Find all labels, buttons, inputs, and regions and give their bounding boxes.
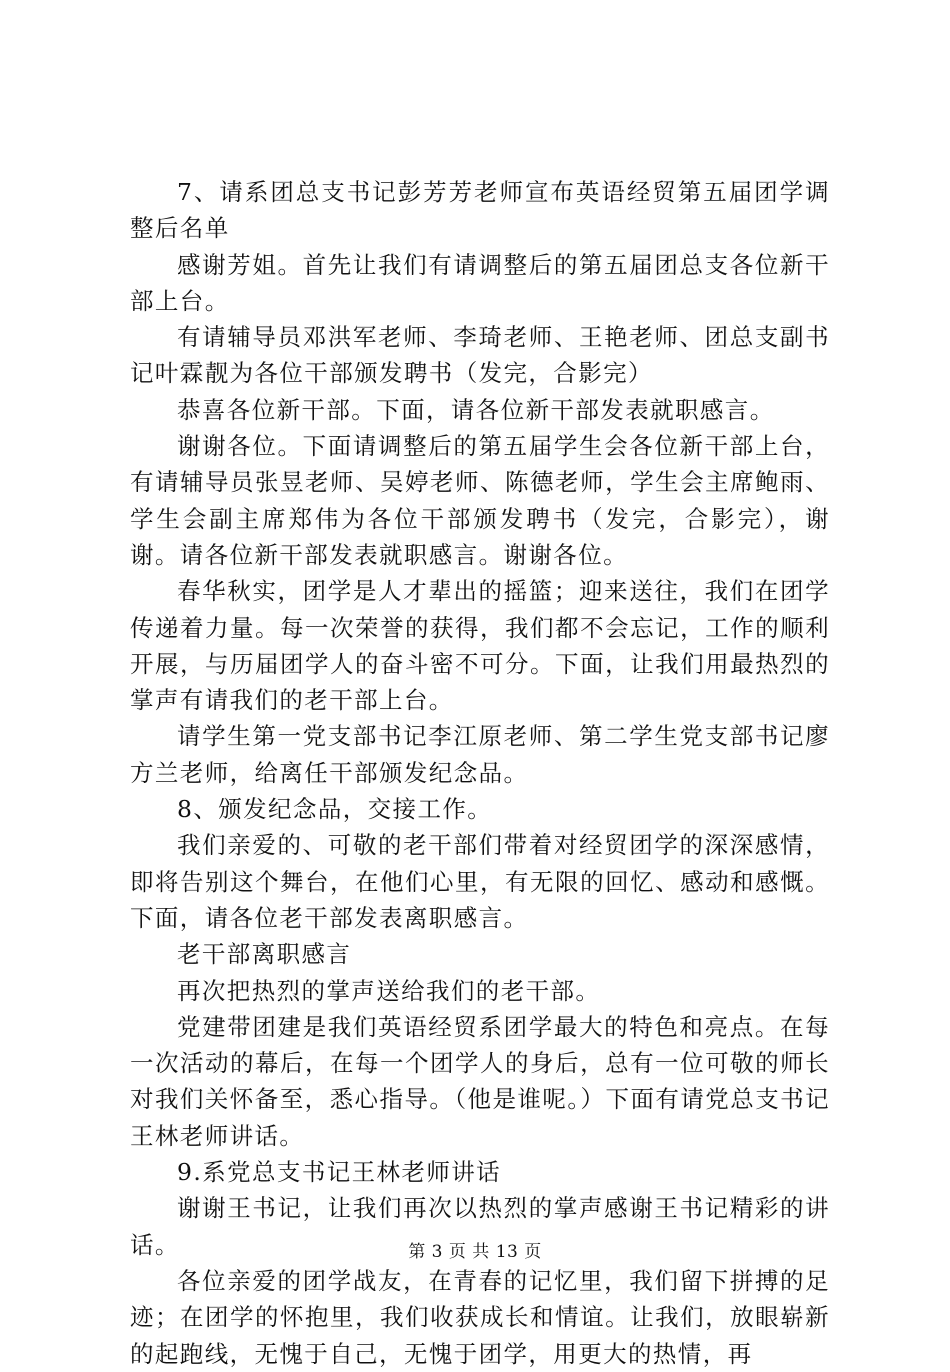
paragraph-farewell: 我们亲爱的、可敬的老干部们带着对经贸团学的深深感情，即将告别这个舞台，在他们心里，有无限的回忆、感动和感慨。下面，请各位老干部发表离职感言。 xyxy=(130,831,830,932)
page-number: 第 3 页 共 13 页 xyxy=(408,1242,542,1262)
paragraph-applause: 再次把热烈的掌声送给我们的老干部。 xyxy=(177,976,601,1005)
paragraph-item-8: 8、颁发纪念品，交接工作。 xyxy=(177,795,493,824)
paragraph-farewell-speech: 老干部离职感言 xyxy=(177,940,352,969)
paragraph-closing: 各位亲爱的团学战友，在青春的记忆里，我们留下拼搏的足迹；在团学的怀抱里，我们收获成长和情谊。让我们，放眼崭新的起跑线，无愧于自己，无愧于团学，用更大的热情，再 xyxy=(130,1266,830,1368)
paragraph-thanks-fang: 感谢芳姐。首先让我们有请调整后的第五届团总支各位新干部上台。 xyxy=(130,250,830,315)
paragraph-invite-counselors: 有请辅导员邓洪军老师、李琦老师、王艳老师、团总支副书记叶霖靓为各位干部颁发聘书（发完，合影完） xyxy=(130,323,830,388)
paragraph-congratulate: 恭喜各位新干部。下面，请各位新干部发表就职感言。 xyxy=(177,395,775,424)
paragraph-party-secretaries: 请学生第一党支部书记李江原老师、第二学生党支部书记廖方兰老师，给离任干部颁发纪念品。 xyxy=(130,722,830,787)
paragraph-party-building: 党建带团建是我们英语经贸系团学最大的特色和亮点。在每一次活动的幕后，在每一个团学人的身后，总有一位可敬的师长对我们关怀备至，悉心指导。（他是谁呢。）下面有请党总支书记王林老师讲话。 xyxy=(130,1012,830,1150)
page-footer xyxy=(0,1241,950,1263)
paragraph-item-9: 9.系党总支书记王林老师讲话 xyxy=(177,1158,502,1187)
paragraph-spring-autumn: 春华秋实，团学是人才辈出的摇篮；迎来送往，我们在团学传递着力量。每一次荣誉的获得，我们都不会忘记，工作的顺利开展，与历届团学人的奋斗密不可分。下面，让我们用最热烈的掌声有请我们的老干部上台。 xyxy=(130,577,830,715)
document-body xyxy=(130,174,830,1372)
paragraph-item-7-announce: 7、请系团总支书记彭芳芳老师宣布英语经贸第五届团学调整后名单 xyxy=(130,178,830,243)
paragraph-student-union: 谢谢各位。下面请调整后的第五届学生会各位新干部上台，有请辅导员张昱老师、吴婷老师、陈德老师，学生会主席鲍雨、学生会副主席郑伟为各位干部颁发聘书（发完，合影完），谢谢。请各位新干部发表就职感言。谢谢各位。 xyxy=(130,432,830,569)
paragraph-thanks-wang: 谢谢王书记，让我们再次以热烈的掌声感谢王书记精彩的讲话。 xyxy=(130,1194,830,1259)
